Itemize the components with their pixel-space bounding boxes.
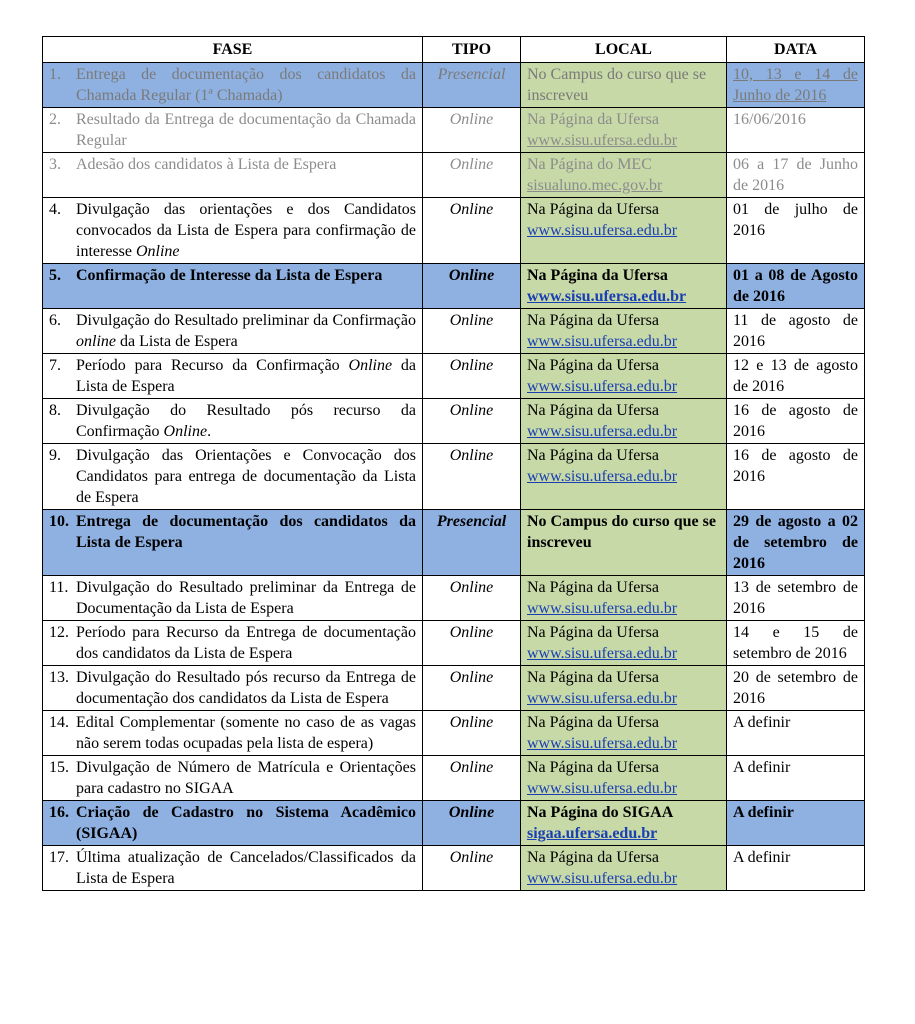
date-cell: 16/06/2016	[727, 108, 865, 153]
phase-text: Divulgação do Resultado preliminar da Confirmação online da Lista de Espera	[76, 312, 416, 350]
location-link[interactable]: www.sisu.ufersa.edu.br	[527, 645, 678, 662]
location-link[interactable]: www.sisu.ufersa.edu.br	[527, 288, 687, 305]
phase-text: Confirmação de Interesse da Lista de Espera	[76, 267, 383, 284]
type-cell: Online	[423, 198, 521, 264]
table-row	[43, 756, 865, 801]
table-row	[43, 153, 865, 198]
date-cell: 14 e 15 de setembro de 2016	[727, 621, 865, 666]
schedule-table	[42, 36, 865, 891]
location-cell	[521, 621, 727, 666]
location-cell	[521, 309, 727, 354]
phase-text: Divulgação das Orientações e Convocação dos Candidatos para entrega de documentação da Lista de Espera	[76, 447, 416, 506]
phase-number: 17.	[49, 849, 69, 866]
table-row	[43, 576, 865, 621]
table-row	[43, 666, 865, 711]
location-text: Na Página da Ufersa	[527, 579, 659, 596]
location-link[interactable]: www.sisu.ufersa.edu.br	[527, 132, 678, 149]
location-text: Na Página da Ufersa	[527, 624, 659, 641]
phase-text: Entrega de documentação dos candidatos da Chamada Regular (1ª Chamada)	[76, 66, 416, 104]
phase-cell	[43, 756, 423, 801]
header-row	[43, 37, 865, 63]
location-cell	[521, 63, 727, 108]
phase-number: 5.	[49, 267, 61, 284]
location-link[interactable]: www.sisu.ufersa.edu.br	[527, 333, 678, 350]
table-row	[43, 198, 865, 264]
table-row	[43, 444, 865, 510]
location-link[interactable]: www.sisu.ufersa.edu.br	[527, 378, 678, 395]
type-cell: Online	[423, 576, 521, 621]
table-row	[43, 309, 865, 354]
phase-cell	[43, 801, 423, 846]
phase-cell	[43, 711, 423, 756]
date-cell: 20 de setembro de 2016	[727, 666, 865, 711]
table-row	[43, 108, 865, 153]
date-cell: 12 e 13 de agosto de 2016	[727, 354, 865, 399]
phase-cell	[43, 198, 423, 264]
location-cell	[521, 510, 727, 576]
date-cell: 29 de agosto a 02 de setembro de 2016	[727, 510, 865, 576]
type-cell: Online	[423, 711, 521, 756]
phase-text: Adesão dos candidatos à Lista de Espera	[76, 156, 337, 173]
type-cell: Online	[423, 666, 521, 711]
phase-number: 7.	[49, 357, 61, 374]
date-text: 10, 13 e 14 de Junho de 2016	[733, 66, 858, 104]
phase-cell	[43, 309, 423, 354]
phase-text: Período para Recurso da Confirmação Online da Lista de Espera	[76, 357, 416, 395]
phase-cell	[43, 153, 423, 198]
location-cell	[521, 444, 727, 510]
phase-number: 16.	[49, 804, 69, 821]
header-local: LOCAL	[521, 37, 727, 63]
phase-number: 10.	[49, 513, 69, 530]
location-text: Na Página da Ufersa	[527, 447, 659, 464]
location-link[interactable]: www.sisu.ufersa.edu.br	[527, 780, 678, 797]
location-link[interactable]: www.sisu.ufersa.edu.br	[527, 222, 678, 239]
phase-cell	[43, 666, 423, 711]
date-cell: 16 de agosto de 2016	[727, 444, 865, 510]
location-cell	[521, 198, 727, 264]
phase-text: Edital Complementar (somente no caso de as vagas não serem todas ocupadas pela lista de espera)	[76, 714, 416, 752]
type-cell: Online	[423, 846, 521, 891]
location-text: Na Página da Ufersa	[527, 267, 668, 284]
location-text: Na Página da Ufersa	[527, 201, 659, 218]
type-cell: Presencial	[423, 510, 521, 576]
table-row	[43, 354, 865, 399]
phase-number: 12.	[49, 624, 69, 641]
table-row	[43, 621, 865, 666]
phase-cell	[43, 510, 423, 576]
date-cell	[727, 63, 865, 108]
location-cell	[521, 576, 727, 621]
location-cell	[521, 756, 727, 801]
table-row	[43, 63, 865, 108]
table-row	[43, 711, 865, 756]
date-cell: A definir	[727, 756, 865, 801]
location-cell	[521, 666, 727, 711]
type-cell: Online	[423, 309, 521, 354]
header-fase: FASE	[43, 37, 423, 63]
phase-cell	[43, 354, 423, 399]
date-cell: 01 de julho de 2016	[727, 198, 865, 264]
location-text: Na Página da Ufersa	[527, 669, 659, 686]
phase-number: 1.	[49, 66, 61, 83]
phase-number: 13.	[49, 669, 69, 686]
phase-text: Divulgação do Resultado pós recurso da Entrega de documentação dos candidatos da Lista de Espera	[76, 669, 416, 707]
type-cell: Online	[423, 444, 521, 510]
type-cell: Presencial	[423, 63, 521, 108]
location-cell	[521, 801, 727, 846]
location-text: Na Página da Ufersa	[527, 849, 659, 866]
phase-number: 6.	[49, 312, 61, 329]
location-link[interactable]: www.sisu.ufersa.edu.br	[527, 735, 678, 752]
type-cell: Online	[423, 153, 521, 198]
phase-cell	[43, 399, 423, 444]
phase-number: 9.	[49, 447, 61, 464]
phase-cell	[43, 444, 423, 510]
phase-text: Divulgação de Número de Matrícula e Orientações para cadastro no SIGAA	[76, 759, 416, 797]
header-tipo: TIPO	[423, 37, 521, 63]
location-text: No Campus do curso que se inscreveu	[527, 66, 707, 104]
location-text: Na Página da Ufersa	[527, 357, 659, 374]
type-cell: Online	[423, 399, 521, 444]
phase-cell	[43, 576, 423, 621]
phase-number: 3.	[49, 156, 61, 173]
phase-number: 14.	[49, 714, 69, 731]
type-cell: Online	[423, 621, 521, 666]
date-cell: 06 a 17 de Junho de 2016	[727, 153, 865, 198]
location-link[interactable]: www.sisu.ufersa.edu.br	[527, 870, 678, 887]
phase-text: Divulgação do Resultado preliminar da Entrega de Documentação da Lista de Espera	[76, 579, 416, 617]
phase-cell	[43, 63, 423, 108]
location-cell	[521, 846, 727, 891]
location-link[interactable]: www.sisu.ufersa.edu.br	[527, 423, 678, 440]
location-text: Na Página da Ufersa	[527, 111, 659, 128]
location-text: No Campus do curso que se inscreveu	[527, 513, 716, 551]
date-cell: 11 de agosto de 2016	[727, 309, 865, 354]
phase-text: Divulgação do Resultado pós recurso da Confirmação Online.	[76, 402, 416, 440]
phase-number: 15.	[49, 759, 69, 776]
location-cell	[521, 711, 727, 756]
location-link[interactable]: www.sisu.ufersa.edu.br	[527, 690, 678, 707]
location-text: Na Página da Ufersa	[527, 714, 659, 731]
date-cell: 13 de setembro de 2016	[727, 576, 865, 621]
type-cell: Online	[423, 264, 521, 309]
location-cell	[521, 399, 727, 444]
location-link[interactable]: www.sisu.ufersa.edu.br	[527, 468, 678, 485]
phase-number: 11.	[49, 579, 69, 596]
location-text: Na Página da Ufersa	[527, 312, 659, 329]
phase-cell	[43, 108, 423, 153]
location-text: Na Página do MEC	[527, 156, 652, 173]
location-cell	[521, 354, 727, 399]
location-link[interactable]: www.sisu.ufersa.edu.br	[527, 600, 678, 617]
type-cell: Online	[423, 801, 521, 846]
phase-text: Entrega de documentação dos candidatos da Lista de Espera	[76, 513, 416, 551]
phase-cell	[43, 621, 423, 666]
location-cell	[521, 153, 727, 198]
location-link[interactable]: sisualuno.mec.gov.br	[527, 177, 663, 194]
phase-number: 4.	[49, 201, 61, 218]
location-link[interactable]: sigaa.ufersa.edu.br	[527, 825, 658, 842]
phase-text: Período para Recurso da Entrega de documentação dos candidatos da Lista de Espera	[76, 624, 416, 662]
date-cell: A definir	[727, 846, 865, 891]
location-cell	[521, 108, 727, 153]
table-row	[43, 510, 865, 576]
table-row	[43, 399, 865, 444]
phase-text: Divulgação das orientações e dos Candidatos convocados da Lista de Espera para confirmação de interesse Online	[76, 201, 416, 260]
header-data: DATA	[727, 37, 865, 63]
type-cell: Online	[423, 756, 521, 801]
phase-number: 8.	[49, 402, 61, 419]
date-cell: 16 de agosto de 2016	[727, 399, 865, 444]
phase-text: Resultado da Entrega de documentação da Chamada Regular	[76, 111, 416, 149]
phase-cell	[43, 846, 423, 891]
location-cell	[521, 264, 727, 309]
type-cell: Online	[423, 354, 521, 399]
date-cell: 01 a 08 de Agosto de 2016	[727, 264, 865, 309]
table-row	[43, 801, 865, 846]
date-cell: A definir	[727, 801, 865, 846]
location-text: Na Página da Ufersa	[527, 402, 659, 419]
phase-cell	[43, 264, 423, 309]
location-text: Na Página do SIGAA	[527, 804, 674, 821]
date-cell: A definir	[727, 711, 865, 756]
type-cell: Online	[423, 108, 521, 153]
phase-number: 2.	[49, 111, 61, 128]
location-text: Na Página da Ufersa	[527, 759, 659, 776]
phase-text: Criação de Cadastro no Sistema Acadêmico (SIGAA)	[76, 804, 416, 842]
table-row	[43, 264, 865, 309]
phase-text: Última atualização de Cancelados/Classificados da Lista de Espera	[76, 849, 416, 887]
table-row	[43, 846, 865, 891]
